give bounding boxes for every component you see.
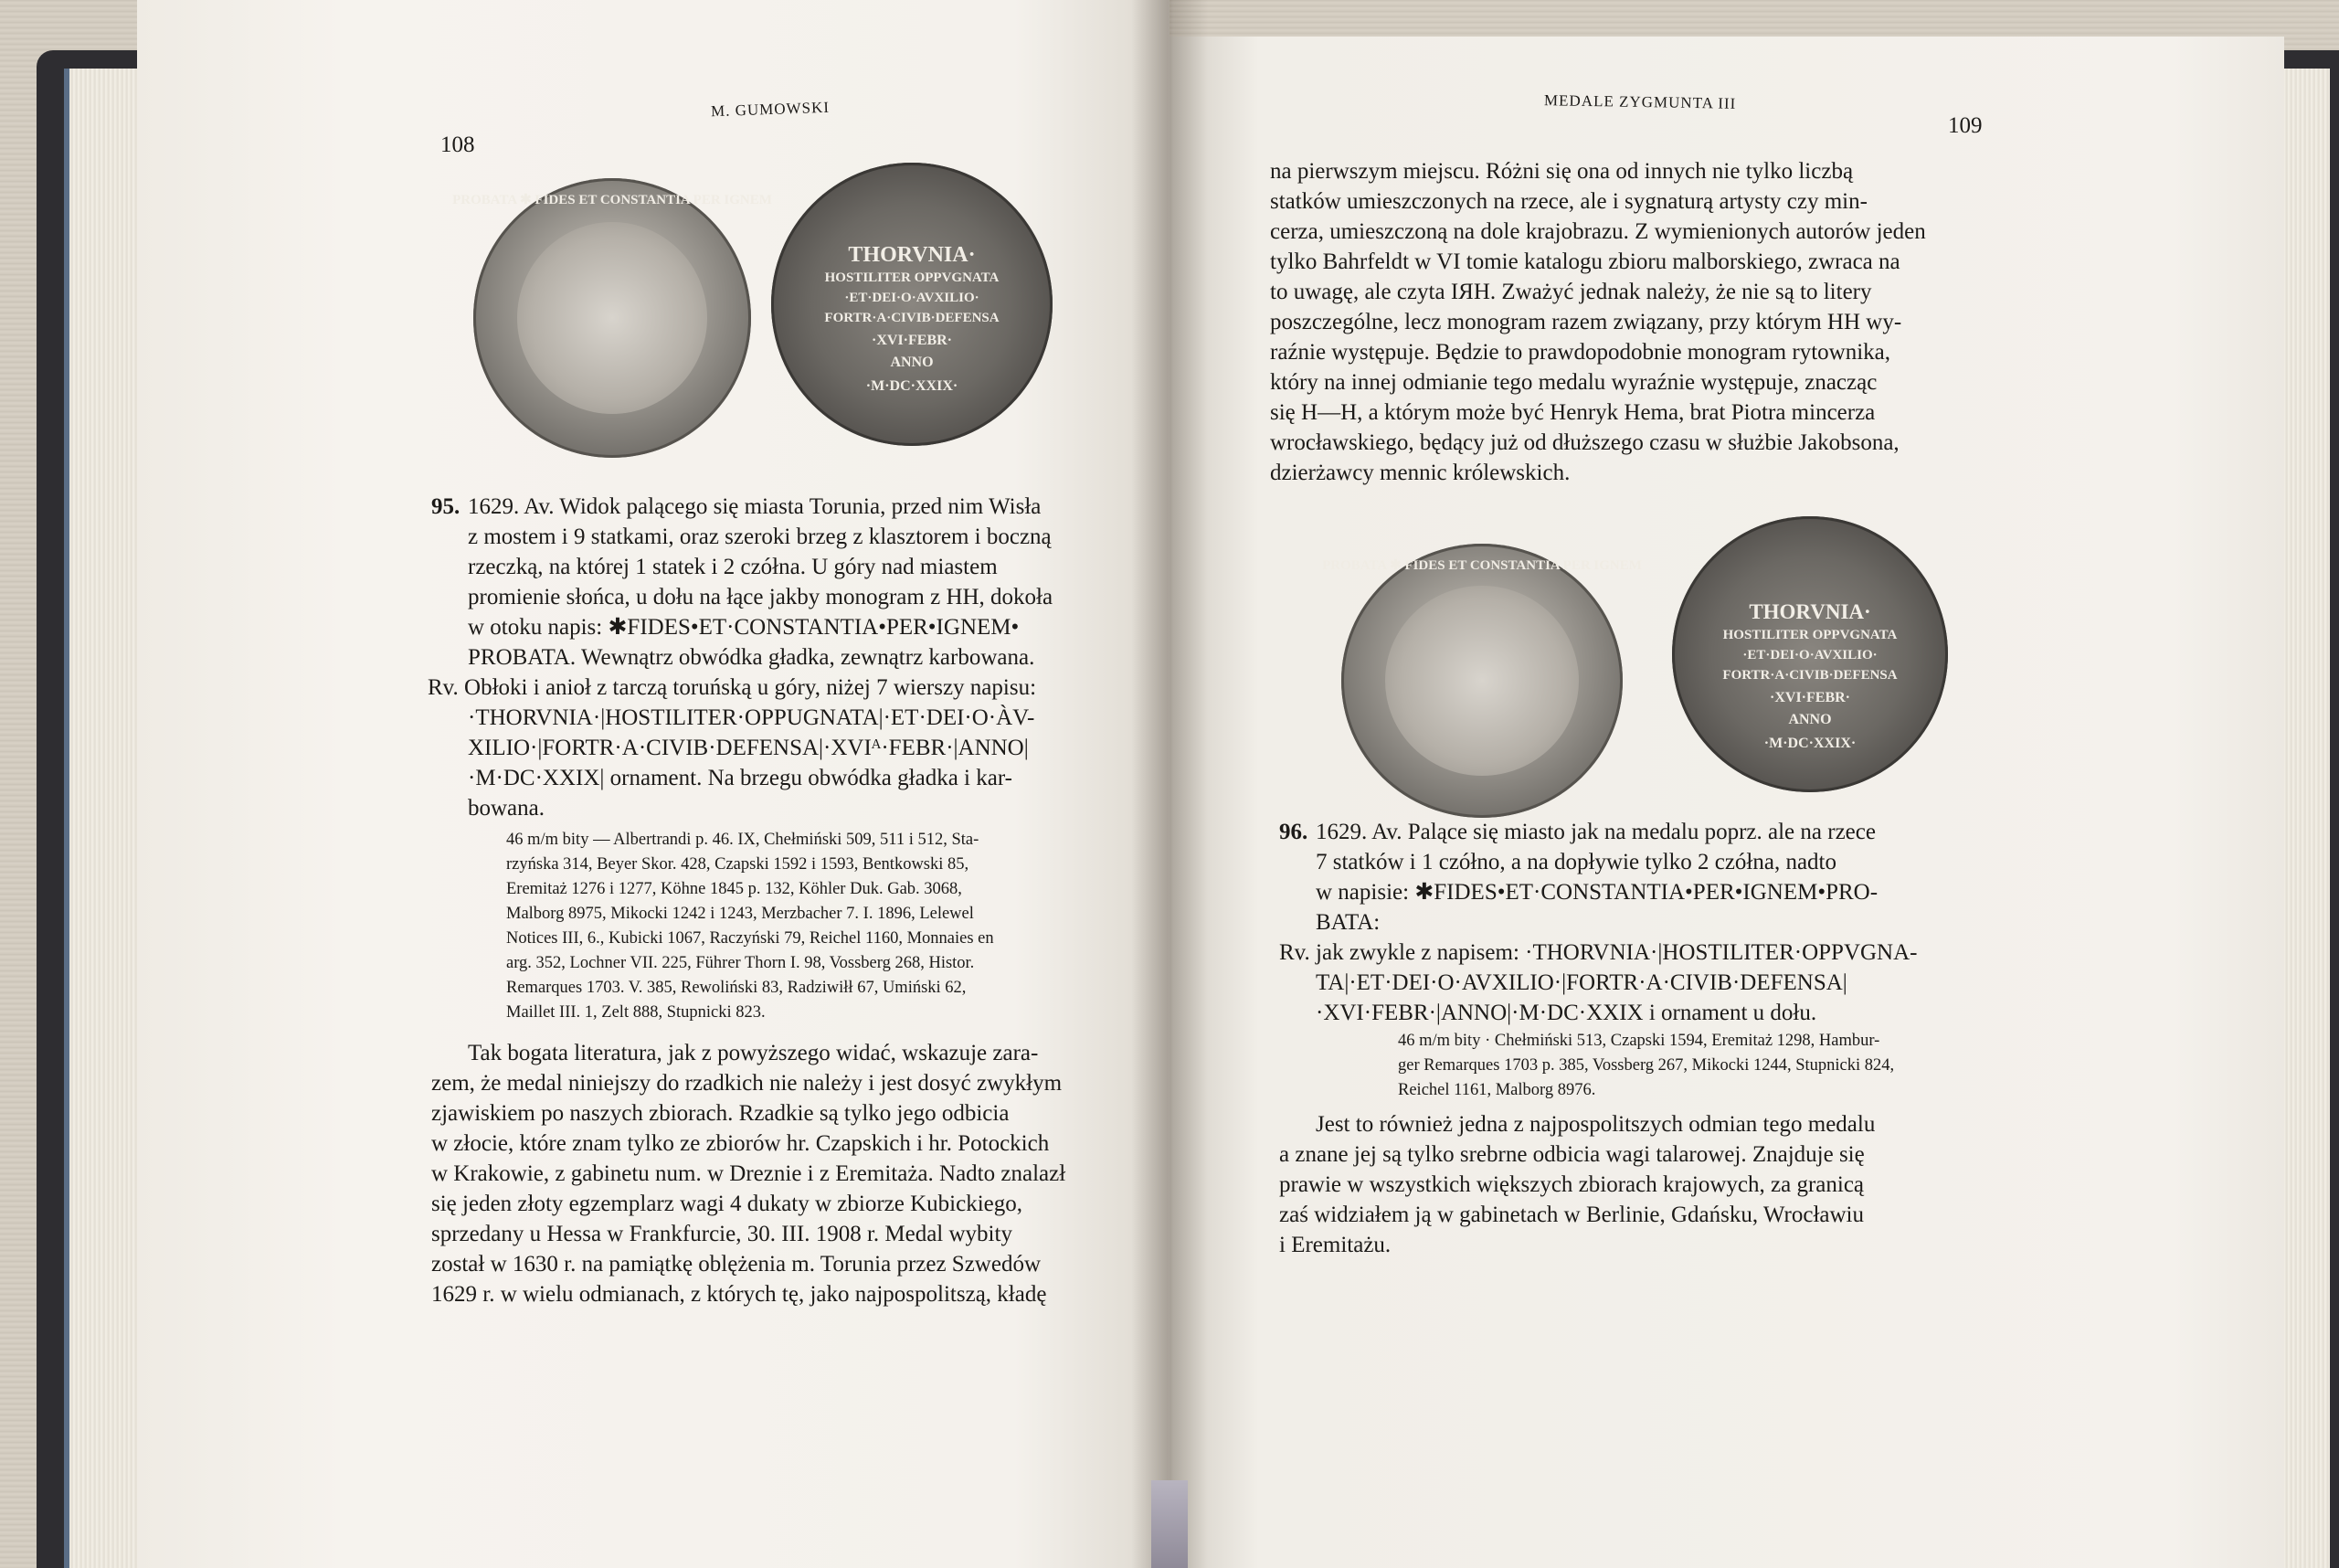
bibliography-line: 46 m/m bity — Albertrandi p. 46. IX, Chełmiński 509, 511 i 512, Sta-: [506, 831, 979, 849]
entry-95-line: XILIO·|FORTR·A·CIVIB·DEFENSA|·XVIᴬ·FEBR·|ANNO|: [468, 736, 1029, 760]
paragraph-line: dzierżawcy mennic królewskich.: [1270, 461, 1571, 485]
paragraph-line: raźnie występuje. Będzie to prawdopodobnie monogram rytownika,: [1270, 340, 1890, 365]
bibliography-line: rzyńska 314, Beyer Skor. 428, Czapski 1592 i 1593, Bentkowski 85,: [506, 855, 969, 874]
entry-95-line: rzeczką, na której 1 statek i 2 czółna. U góry nad miastem: [468, 555, 998, 579]
commentary-line: 1629 r. w wielu odmianach, z których tę, jako najpospolitszą, kładę: [431, 1282, 1047, 1307]
bibliography-line: Remarques 1703. V. 385, Rewoliński 83, Radziwiłł 67, Umiński 62,: [506, 979, 967, 997]
paragraph-line: który na innej odmianie tego medalu wyraźnie występuje, znacząc: [1270, 370, 1878, 395]
coin-inscription-line: ·M·DC·XXIX·: [1763, 736, 1857, 751]
coin-obverse-image-95: [452, 178, 772, 458]
coin-inscription-line: HOSTILITER OPPVGNATA: [1722, 628, 1898, 642]
entry-96-line: BATA:: [1316, 910, 1381, 935]
commentary-line: zjawiskiem po naszych zbiorach. Rzadkie są tylko jego odbicia: [431, 1101, 1010, 1126]
paragraph-line: cerza, umieszczoną na dole krajobrazu. Z wymienionych autorów jeden: [1270, 219, 1926, 244]
entry-95-line: z mostem i 9 statkami, oraz szeroki brzeg z klasztorem i boczną: [468, 524, 1052, 549]
coin-inscription-line: ·XVI·FEBR·: [1769, 690, 1851, 705]
commentary-line: w Krakowie, z gabinetu num. w Dreznie i z Eremitaża. Nadto znalazł: [431, 1161, 1066, 1186]
entry-95-line: Rv. Obłoki i anioł z tarczą toruńską u góry, niżej 7 wierszy napisu:: [428, 675, 1037, 700]
entry-number-95: 95.: [431, 494, 460, 519]
bibliography-line: Notices III, 6., Kubicki 1067, Raczyński 79, Reichel 1160, Monnaies en: [506, 929, 994, 948]
entry-95-line: bowana.: [468, 796, 545, 821]
paragraph-line: wrocławskiego, będący już od dłuższego czasu w służbie Jakobsona,: [1270, 430, 1900, 455]
entry-95-line: 1629. Av. Widok palącego się miasta Torunia, przed nim Wisła: [468, 494, 1042, 519]
coin-inscription-line: ·ET·DEI·O·AVXILIO·: [844, 291, 979, 305]
running-head-left: M. GUMOWSKI: [710, 98, 831, 121]
entry-96-line: 7 statków i 1 czółno, a na dopływie tylko 2 czółna, nadto: [1316, 850, 1837, 874]
page-number-right: 109: [1948, 113, 1983, 138]
entry-95-line: promienie słońca, u dołu na łące jakby monogram z HH, dokoła: [468, 585, 1053, 609]
commentary-line: się jeden złoty egzemplarz wagi 4 dukaty w zbiorze Kubickiego,: [431, 1192, 1022, 1216]
entry-96-line: ·XVI·FEBR·|ANNO|·M·DC·XXIX i ornament u dołu.: [1316, 1001, 1817, 1025]
paragraph-line: się H—H, a którym może być Henryk Hema, brat Piotra mincerza: [1270, 400, 1876, 425]
bibliography-line: Maillet III. 1, Zelt 888, Stupnicki 823.: [506, 1003, 766, 1022]
coin-inscription-line: ·ET·DEI·O·AVXILIO·: [1742, 648, 1878, 662]
commentary-line: Jest to również jedna z najpospolitszych odmian tego medalu: [1316, 1112, 1876, 1137]
coin-inscription-line: THORVNIA·: [1749, 600, 1871, 623]
left-page: [137, 0, 1170, 1568]
coin-obverse-image-96: [1322, 544, 1642, 818]
coin-legend-95: PROBATA ✱ FIDES ET CONSTANTIA PER IGNEM: [452, 193, 772, 207]
paragraph-line: statków umieszczonych na rzece, ale i sygnaturą artysty czy min-: [1270, 189, 1868, 214]
coin-inscription-line: THORVNIA·: [848, 243, 976, 267]
commentary-line: zem, że medal niniejszy do rzadkich nie należy i jest dosyć zwykłym: [431, 1071, 1063, 1096]
coin-inscription-line: ANNO: [1788, 712, 1832, 727]
paragraph-line: to uwagę, ale czyta IЯH. Zważyć jednak należy, że nie są to litery: [1270, 280, 1872, 304]
commentary-line: sprzedany u Hessa w Frankfurcie, 30. III. 1908 r. Medal wybity: [431, 1222, 1012, 1246]
bibliography-line: Reichel 1161, Malborg 8976.: [1398, 1081, 1596, 1099]
commentary-line: zaś widziałem ją w gabinetach w Berlinie, Gdańsku, Wrocławiu: [1279, 1202, 1864, 1227]
entry-number-96: 96.: [1279, 820, 1308, 844]
bookmark-ribbon: [1151, 1480, 1188, 1568]
coin-inscription-line: ANNO: [890, 355, 934, 370]
book-gutter-shadow: [1131, 0, 1208, 1568]
coin-inscription-line: HOSTILITER OPPVGNATA: [824, 270, 1000, 285]
bibliography-line: Eremitaż 1276 i 1277, Köhne 1845 p. 132, Köhler Duk. Gab. 3068,: [506, 880, 962, 898]
commentary-line: został w 1630 r. na pamiątkę oblężenia m. Torunia przez Szwedów: [431, 1252, 1042, 1277]
entry-95-line: ·THORVNIA·|HOSTILITER·OPPUGNATA|·ET·DEI·O·ÀV-: [468, 705, 1035, 730]
paragraph-line: na pierwszym miejscu. Różni się ona od innych nie tylko liczbą: [1270, 159, 1854, 184]
commentary-line: Tak bogata literatura, jak z powyższego widać, wskazuje zara-: [468, 1041, 1039, 1065]
bibliography-line: 46 m/m bity · Chełmiński 513, Czapski 1594, Eremitaż 1298, Hambur-: [1398, 1032, 1880, 1050]
entry-96-line: 1629. Av. Palące się miasto jak na medalu poprz. ale na rzece: [1316, 820, 1876, 844]
entry-95-line: PROBATA. Wewnątrz obwódka gładka, zewnątrz karbowana.: [468, 645, 1035, 670]
paragraph-line: poszczególne, lecz monogram razem związany, przy którym HH wy-: [1270, 310, 1902, 334]
entry-95-line: w otoku napis: ✱FIDES•ET·CONSTANTIA•PER•IGNEM•: [468, 615, 1020, 640]
running-head-right: MEDALE ZYGMUNTA III: [1543, 91, 1737, 112]
right-page: [1170, 37, 2284, 1568]
coin-inscription-line: ·XVI·FEBR·: [871, 333, 953, 348]
coin-inscription-line: FORTR·A·CIVIB·DEFENSA: [824, 311, 1000, 325]
coin-reverse-image-95: [771, 163, 1053, 446]
bibliography-line: ger Remarques 1703 p. 385, Vossberg 267, Mikocki 1244, Stupnicki 824,: [1398, 1056, 1895, 1075]
commentary-line: prawie w wszystkich większych zbiorach krajowych, za granicą: [1279, 1172, 1865, 1197]
entry-96-line: w napisie: ✱FIDES•ET·CONSTANTIA•PER•IGNEM•PRO-: [1316, 880, 1879, 905]
bibliography-line: Malborg 8975, Mikocki 1242 i 1243, Merzbacher 7. I. 1896, Lelewel: [506, 905, 974, 923]
entry-96-line: Rv. jak zwykle z napisem: ·THORVNIA·|HOSTILITER·OPPVGNA-: [1279, 940, 1918, 965]
coin-inscription-line: ·M·DC·XXIX·: [865, 378, 958, 394]
page-number-left: 108: [440, 132, 475, 157]
commentary-line: a znane jej są tylko srebrne odbicia wagi talarowej. Znajduje się: [1279, 1142, 1865, 1167]
coin-legend-96: PROBATA ✱ FIDES ET CONSTANTIA PER IGNEM: [1322, 558, 1642, 573]
coin-inscription-line: FORTR·A·CIVIB·DEFENSA: [1722, 668, 1898, 683]
coin-reverse-image-96: [1672, 516, 1948, 792]
entry-96-line: TA|·ET·DEI·O·AVXILIO·|FORTR·A·CIVIB·DEFENSA|: [1316, 970, 1847, 995]
paragraph-line: tylko Bahrfeldt w VI tomie katalogu zbioru malborskiego, zwraca na: [1270, 249, 1900, 274]
bibliography-line: arg. 352, Lochner VII. 225, Führer Thorn I. 98, Vossberg 268, Histor.: [506, 954, 975, 972]
commentary-line: i Eremitażu.: [1279, 1233, 1392, 1257]
entry-95-line: ·M·DC·XXIX| ornament. Na brzegu obwódka gładka i kar-: [468, 766, 1012, 790]
commentary-line: w złocie, które znam tylko ze zbiorów hr. Czapskich i hr. Potockich: [431, 1131, 1050, 1156]
